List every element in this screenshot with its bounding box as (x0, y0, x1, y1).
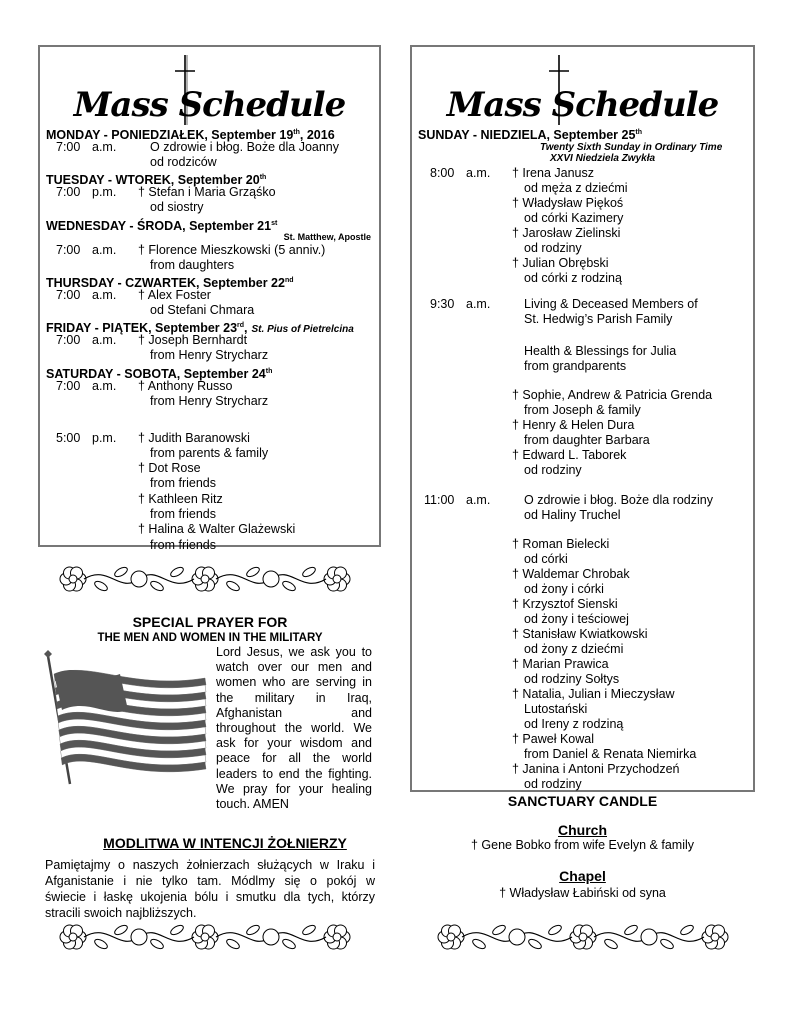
church-candle-text: † Gene Bobko from wife Evelyn & family (470, 838, 694, 852)
mass-intention: † Anthony Russo (138, 378, 233, 393)
mass-intention: † Alex Foster (138, 287, 211, 302)
prayer-line: women who are serving in (216, 675, 372, 690)
prayer-line: We pray for your healing (216, 781, 372, 796)
day-heading-sup: st (271, 219, 278, 227)
sunday-subtitle-pl: XXVI Niedziela Zwykła (550, 153, 656, 164)
day-heading-sup: th (293, 129, 300, 136)
day-heading-sup: nd (284, 276, 294, 284)
day-heading-sup: rd (237, 322, 245, 330)
mass-intention-cont: od córki z rodziną (524, 271, 622, 285)
prayer-line: leaders to end the fighting. (216, 766, 372, 781)
mass-time: 8:00 (430, 166, 455, 180)
polish-line: Afganistanie i nie tylko tam. Módlmy się o pokój w (45, 874, 375, 888)
mass-intention-cont: od córki Kazimery (524, 211, 624, 225)
cross-icon (173, 55, 197, 125)
mass-intention-cont: od żony i teściowej (524, 612, 629, 626)
mass-intention-cont: od rodziny (524, 777, 582, 791)
polish-line: świecie i łaskę ukojenia bólu i smutku dla tych, którzy (45, 890, 375, 904)
church-label: Church (558, 822, 607, 838)
mass-intention-cont: from grandparents (524, 359, 627, 373)
mass-intention-cont: from Henry Strycharz (150, 348, 269, 363)
mass-intention: † Joseph Bernhardt (138, 333, 248, 348)
prayer-line: Lord Jesus, we ask you to (216, 645, 372, 659)
mass-intention-cont: † Stanisław Kwiatkowski (512, 627, 648, 641)
feast-note: St. Pius of Pietrelcina (251, 324, 354, 336)
mass-intention-cont: from friends (150, 507, 216, 521)
mass-intention-cont: † Sophie, Andrew & Patricia Grenda (512, 388, 713, 402)
mass-intention-cont: from daughter Barbara (524, 433, 650, 447)
mass-intention-cont: od żony z dziećmi (524, 642, 624, 656)
mass-intention-cont: † Janina i Antoni Przychodzeń (512, 762, 680, 776)
prayer-line: Afghanistan and (216, 705, 372, 720)
mass-intention-cont: † Kathleen Ritz (138, 491, 223, 506)
mass-intention-cont: † Paweł Kowal (512, 732, 594, 746)
mass-intention-cont: † Edward L. Taborek (512, 448, 627, 462)
polish-line-last: stracili swoich najbliższych. (45, 906, 197, 920)
mass-intention-cont: od rodziców (150, 155, 217, 169)
mass-time: 7:00 (56, 242, 81, 257)
mass-intention-cont: od rodziny (524, 241, 582, 255)
mass-intention-cont: from Daniel & Renata Niemirka (524, 747, 697, 761)
day-heading-text: WEDNESDAY - ŚRODA, September 21 (46, 218, 272, 233)
right-mass-schedule-title: Mass Schedule (446, 85, 719, 125)
mass-intention-cont: od Haliny Truchel (524, 508, 621, 522)
day-heading (46, 216, 277, 234)
american-flag-icon (40, 648, 212, 786)
mass-intention-cont: † Marian Prawica (512, 657, 609, 671)
day-heading-text: TUESDAY - WTOREK, September 20 (46, 173, 260, 188)
sanctuary-candle-title: SANCTUARY CANDLE (507, 793, 658, 809)
mass-intention: O zdrowie i błog. Boże dla Joanny (150, 140, 339, 154)
flower-border-icon (433, 920, 733, 954)
mass-intention-cont: od Stefani Chmara (150, 302, 255, 317)
mass-intention: † Judith Baranowski (138, 430, 250, 445)
mass-intention-cont: † Roman Bielecki (512, 537, 610, 551)
day-heading-after: , (244, 321, 248, 336)
mass-ampm: a.m. (466, 166, 491, 180)
mass-intention-cont: od Ireny z rodziną (524, 717, 624, 731)
polish-line: Pamiętajmy o naszych żołnierzach służących w Iraku i (45, 858, 375, 872)
left-title-wrap (40, 85, 379, 125)
mass-intention-cont: od córki (524, 552, 568, 566)
mass-time: 7:00 (56, 140, 81, 154)
mass-intention: Living & Deceased Members of (524, 297, 698, 311)
mass-intention-cont: St. Hedwig’s Parish Family (524, 312, 673, 326)
prayer-line: watch over our men and (216, 660, 372, 675)
chapel-candle-text: † Władysław Łabiński od syna (499, 886, 666, 900)
mass-time: 5:00 (56, 430, 81, 445)
mass-ampm: a.m. (92, 140, 117, 154)
sunday-heading: SUNDAY - NIEDZIELA, September 25th (418, 128, 643, 143)
mass-intention-cont: † Halina & Walter Glażewski (138, 522, 296, 537)
mass-intention-cont: from Joseph & family (524, 403, 641, 417)
mass-intention-cont: † Waldemar Chrobak (512, 567, 630, 581)
day-heading-text: MONDAY - PONIEDZIAŁEK, September 19 (46, 128, 294, 143)
left-mass-schedule-box (38, 45, 381, 552)
day-heading-after: , 2016 (299, 128, 335, 143)
mass-intention-cont: od siostry (150, 200, 204, 215)
mass-time: 11:00 (424, 493, 455, 507)
mass-intention-cont: Lutostański (524, 702, 588, 716)
mass-ampm: a.m. (466, 297, 491, 311)
mass-intention-cont: od żony i córki (524, 582, 604, 596)
flower-border-icon (55, 920, 355, 954)
mass-intention-cont: from parents & family (150, 445, 269, 460)
day-heading-text: FRIDAY - PIĄTEK, September 23 (46, 321, 238, 336)
mass-ampm: a.m. (92, 287, 117, 302)
mass-intention-cont: † Julian Obrębski (512, 256, 609, 270)
mass-time: 7:00 (56, 287, 81, 302)
mass-intention-cont: od rodziny Sołtys (524, 672, 620, 686)
prayer-line: ask for your wisdom and (216, 736, 372, 751)
mass-intention-cont: † Krzysztof Sienski (512, 597, 618, 611)
mass-intention: † Florence Mieszkowski (5 anniv.) (138, 242, 326, 257)
feast-note: St. Matthew, Apostle (283, 231, 371, 242)
mass-intention-cont: † Władysław Piękoś (512, 196, 624, 210)
mass-ampm: p.m. (92, 185, 117, 200)
mass-intention: O zdrowie i błog. Boże dla rodziny (524, 493, 713, 507)
mass-intention-cont: od męża z dziećmi (524, 181, 628, 195)
cross-icon (547, 55, 571, 125)
mass-intention-cont: from friends (150, 476, 216, 491)
prayer-line: the military in Iraq, (216, 690, 372, 705)
mass-ampm: a.m. (92, 378, 117, 393)
day-heading-sup: th (259, 174, 267, 182)
mass-time: 7:00 (56, 378, 81, 393)
mass-intention-cont: † Dot Rose (138, 461, 201, 476)
prayer-title: SPECIAL PRAYER FOR (132, 614, 288, 630)
prayer-line-last: touch. AMEN (216, 797, 289, 812)
mass-intention-cont: from daughters (150, 257, 235, 272)
mass-time: 7:00 (56, 333, 81, 348)
mass-intention-cont: Health & Blessings for Julia (524, 344, 677, 358)
mass-ampm: p.m. (92, 430, 117, 445)
flower-border-icon (55, 562, 355, 596)
right-title-wrap (412, 85, 753, 125)
mass-intention-cont: od rodziny (524, 463, 582, 477)
day-heading-text: THURSDAY - CZWARTEK, September 22 (46, 276, 285, 291)
prayer-subtitle: THE MEN AND WOMEN IN THE MILITARY (97, 632, 323, 644)
mass-ampm: a.m. (466, 493, 491, 507)
chapel-label: Chapel (559, 868, 606, 884)
mass-intention: † Stefan i Maria Grząśko (138, 185, 276, 200)
mass-intention: † Irena Janusz (512, 166, 594, 180)
day-heading-sup: th (265, 367, 273, 375)
mass-intention-cont: † Henry & Helen Dura (512, 418, 635, 432)
mass-intention-cont: from friends (150, 537, 216, 552)
polish-prayer-body (45, 857, 375, 921)
mass-time: 9:30 (430, 297, 455, 311)
prayer-line: peace for all the world (216, 751, 372, 766)
prayer-body (216, 645, 372, 812)
mass-intention-cont: † Jarosław Zielinski (512, 226, 621, 240)
prayer-line: throughout the world. We (216, 721, 372, 736)
mass-time: 7:00 (56, 185, 81, 200)
left-mass-schedule-title: Mass Schedule (73, 85, 346, 125)
polish-prayer-title: MODLITWA W INTENCJI ŻOŁNIERZY (103, 835, 347, 851)
day-heading-text: SATURDAY - SOBOTA, September 24 (46, 366, 266, 381)
mass-intention-cont: † Natalia, Julian i Mieczysław (512, 687, 675, 701)
sunday-subtitle-en: Twenty Sixth Sunday in Ordinary Time (540, 142, 723, 153)
right-mass-schedule-box (410, 45, 755, 792)
mass-intention-cont: from Henry Strycharz (150, 393, 269, 408)
mass-ampm: a.m. (92, 333, 117, 348)
mass-ampm: a.m. (92, 242, 117, 257)
